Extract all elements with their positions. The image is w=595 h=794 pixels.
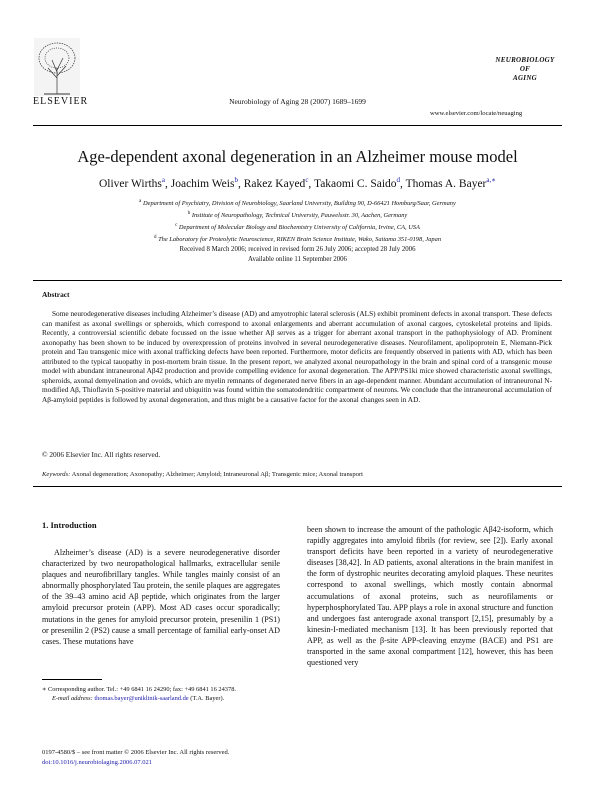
author-name: Thomas A. Bayer bbox=[405, 177, 487, 190]
author-affil-sup[interactable]: b bbox=[234, 176, 238, 184]
corresponding-author: ∗ Corresponding author. Tel.: +49 6841 16 24290; fax: +49 6841 16 24378. bbox=[42, 686, 236, 693]
author-affil-sup[interactable]: c bbox=[305, 176, 309, 184]
abstract-body: Some neurodegenerative diseases including Alzheimer’s disease (AD) and amyotrophic lateral sclerosis (ALS) exhibit prominent defects in axonal transport. These defects can manifest as axonal swellings or spheroids, which correspond to axonal enlargements and aberrant accumulation of axonal cargoes, cytoskeletal proteins and lipids. Recently, a controversial scientific debate focussed on the issue whether Aβ serves as a trigger for aberrant axonal transport in the pathophysiology of AD. Prominent axonopathy has been shown to be induced by overexpression of proteins involved in several neurodegenerative diseases. Neurofilament, apolipoprotein E, Niemann-Pick protein and Tau transgenic mice with axonal trafficking defects have been reported. Furthermore, motor deficits are frequently observed in patients with AD, which has been attributed to the typical tauopathy in post-mortem brain tissue. In the present report, we analyzed axonal neuropathology in the brain and spinal cord of a transgenic mouse model with abundant intraneuronal Aβ42 production and provide compelling evidence for axonal degeneration. The APP/PS1ki mice showed characteristic axonal swellings, spheroids, axonal demyelination and ovoids, which are myelin remnants of degenerated nerve fibers in an age-dependent manner. Abundant accumulation of intraneuronal N-modified Aβ, Thioflavin S-positive material and ubiquitin was found within the somatodendritic compartment of neurons. We conclude that the intraneuronal accumulation of Aβ-amyloid peptides is followed by axonal degeneration, and thus might be a causative factor for the axonal changes seen in AD. bbox=[42, 309, 552, 404]
publisher-name: ELSEVIER bbox=[33, 96, 89, 107]
abstract-bottom-rule bbox=[33, 486, 562, 487]
journal-url[interactable]: www.elsevier.com/locate/neuaging bbox=[430, 110, 523, 117]
affiliation: $^c$ Department of Molecular Biology and Biochemistry University of California, Irvine, CA, USA bbox=[175, 223, 420, 232]
author-name: Joachim Weis bbox=[170, 177, 235, 190]
author-name: Oliver Wirths bbox=[98, 177, 162, 190]
journal-logo-line: OF bbox=[519, 65, 531, 73]
journal-logo-line: NEUROBIOLOGY bbox=[495, 56, 555, 64]
bottom-matter bbox=[42, 748, 229, 767]
keywords-label: Keywords: bbox=[42, 471, 71, 478]
issn-line: 0197-4580/$ – see front matter © 2006 Elsevier Inc. All rights reserved. bbox=[42, 749, 230, 756]
abstract-heading: Abstract bbox=[42, 290, 70, 299]
affiliation: $^a$ Department of Psychiatry, Division of Neurobiology, Saarland University, Building 90, D-66421 Homburg/Saar, Germany bbox=[139, 199, 456, 208]
author-list: Oliver Wirths$^a$, Joachim Weis$^b$, Rakez Kayed$^c$, Takaomi C. Saido$^d$, Thomas A. Bayer$^{a,∗}$ bbox=[98, 176, 497, 190]
author-affil-sup[interactable]: d bbox=[396, 176, 401, 184]
section-heading: 1. Introduction bbox=[42, 520, 97, 530]
elsevier-tree-logo bbox=[34, 38, 80, 96]
intro-right-column: been shown to increase the amount of the pathologic Aβ42-isoform, which rapidly aggregates into amyloid fibrils (for review, see [2]). Early axonal transport deficits have been reported in a variety of neurodegenerative diseases [38,42]. In AD patients, axonal alterations in the brain manifest in the form of dystrophic neurites decorating amyloid plaques. These neurites correspond to axonal swellings, which mostly contain abnormal accumulations of axonal proteins, such as neurofilaments or hyperphosphorylated Tau. APP plays a role in axonal structure and function and undergoes fast anterograde axonal transport [2,15], presumably by a kinesin-I-mediated mechanism [13]. It has been previously reported that APP, as well as the β-site APP-cleaving enzyme (BACE) and PS1 are transported in the same axonal compartment [12], however, this has been questioned very bbox=[307, 525, 553, 668]
intro-left-column: Alzheimer’s disease (AD) is a severe neurodegenerative disorder characterized by two neuropathological hallmarks, extracellular senile plaques and neurofibrillary tangles. While tangles mainly consist of an abnormally phosphorylated Tau protein, the senile plaques are aggregates of the 39–43 amino acid Aβ peptide, which originates from the larger amyloid precursor protein (APP). Most AD cases occur sporadically; mutations in the genes for amyloid precursor protein, presenilin 1 (PS1) or presenilin 2 (PS2) cause a small percentage of familial early-onset AD cases. These mutations have bbox=[42, 548, 280, 646]
affiliation: $^d$ The Laboratory for Proteolytic Neuroscience, RIKEN Brain Science Institute, Wako, Saitama 351-0198, Japan bbox=[153, 235, 442, 244]
email-label: E-mail address: bbox=[52, 695, 93, 702]
affiliation: $^b$ Institute of Neuropathology, Technical University, Pauwelsstr. 30, Aachen, Germany bbox=[187, 211, 408, 220]
author-name: Takaomi C. Saido bbox=[313, 177, 397, 190]
keywords bbox=[42, 471, 552, 478]
journal-logo-line: AGING bbox=[512, 74, 538, 82]
footnote-rule bbox=[42, 679, 102, 680]
corresponding-footnote bbox=[42, 685, 286, 703]
header-rule bbox=[33, 125, 562, 126]
author-affil-sup[interactable]: a bbox=[161, 176, 165, 184]
doi-link[interactable]: doi:10.1016/j.neurobiolaging.2006.07.021 bbox=[42, 758, 152, 766]
author-name: Rakez Kayed bbox=[243, 177, 306, 190]
keywords-list: Axonal degeneration; Axonopathy; Alzheimer; Amyloid; Intraneuronal Aβ; Transgenic mice; Axonal transport bbox=[71, 471, 363, 478]
journal-citation: Neurobiology of Aging 28 (2007) 1689–1699 bbox=[229, 97, 366, 106]
article-dates bbox=[0, 245, 595, 264]
author-affil-sup[interactable]: a,∗ bbox=[486, 176, 497, 184]
abstract-top-rule bbox=[33, 280, 562, 281]
journal-logo bbox=[488, 56, 562, 83]
affiliations bbox=[0, 197, 595, 246]
email-link[interactable]: thomas.bayer@uniklinik-saarland.de bbox=[94, 695, 189, 702]
online-date: Available online 11 September 2006 bbox=[248, 255, 347, 263]
article-title: Age-dependent axonal degeneration in an Alzheimer mouse model bbox=[77, 147, 518, 166]
email-suffix: (T.A. Bayer). bbox=[190, 695, 225, 702]
abstract-copyright: © 2006 Elsevier Inc. All rights reserved. bbox=[42, 450, 161, 459]
received-dates: Received 8 March 2006; received in revised form 26 July 2006; accepted 28 July 2006 bbox=[179, 246, 416, 253]
